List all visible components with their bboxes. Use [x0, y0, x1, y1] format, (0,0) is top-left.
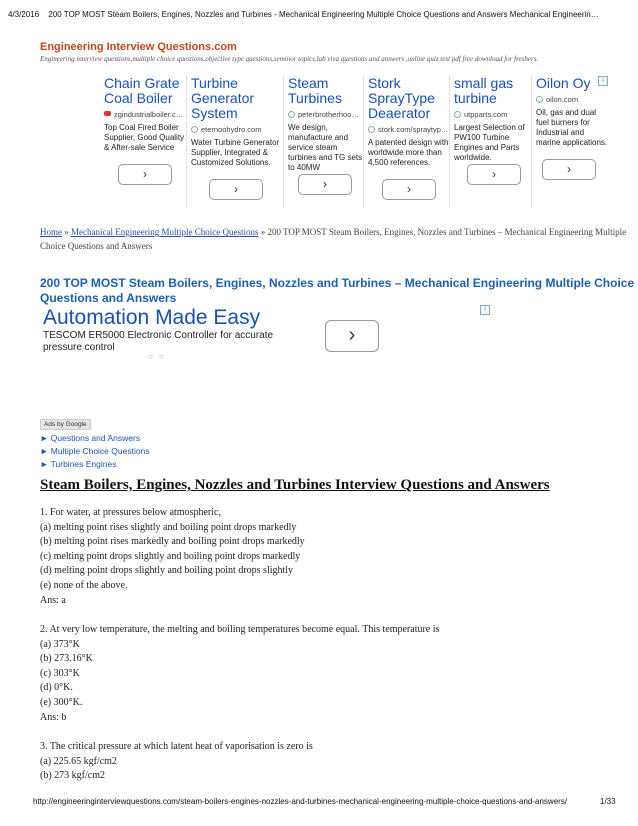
ad-card[interactable]: [284, 76, 364, 208]
answer-option: (d) 0°K.: [40, 682, 73, 694]
ad-title[interactable]: small gas turbine: [454, 76, 514, 106]
breadcrumb-home[interactable]: Home: [40, 227, 62, 237]
answer-option: (e) 300°K.: [40, 696, 83, 708]
arrow-right-icon: ►: [40, 446, 49, 456]
section-heading: Steam Boilers, Engines, Nozzles and Turbines Interview Questions and Answers: [40, 477, 550, 493]
ad-description: Oil, gas and dual fuel burners for Industrial and marine applications.: [536, 108, 608, 147]
breadcrumb-separator: »: [62, 227, 71, 237]
breadcrumb-category[interactable]: Mechanical Engineering Multiple Choice Questions: [71, 227, 259, 237]
mid-ad-description: TESCOM ER5000 Electronic Controller for accurate pressure control: [43, 330, 274, 353]
top-ad-unit: [100, 76, 610, 208]
answer-option: (c) melting point drops slightly and boiling point drops markedly: [40, 550, 301, 562]
ad-url-row: [536, 95, 610, 104]
answer-option: (e) none of the above.: [40, 579, 128, 591]
ad-description: Largest Selection of PW100 Turbine Engines and Parts worldwide.: [454, 123, 525, 162]
ad-description: We design, manufacture and service steam turbines and TG sets to 40MW: [288, 123, 363, 172]
answer-option: (d) melting point drops slightly and boiling point drops slightly: [40, 565, 294, 577]
arrow-right-icon: ►: [40, 459, 49, 469]
ad-link-item[interactable]: [40, 445, 150, 458]
ad-open-button[interactable]: ›: [298, 174, 352, 195]
print-page-number: 1/33: [600, 797, 616, 806]
breadcrumb: [40, 225, 638, 253]
ad-title[interactable]: Chain Grate Coal Boiler: [104, 76, 180, 106]
ad-choices-icon[interactable]: i: [480, 305, 490, 315]
mid-ad-open-button[interactable]: ›: [325, 320, 379, 352]
breadcrumb-separator: »: [258, 227, 268, 237]
ad-verified-icon: [368, 126, 375, 133]
ad-url: eternoohydro.com: [201, 125, 262, 134]
ad-url: peterbrotherhoo…: [298, 110, 359, 119]
ad-title[interactable]: Turbine Generator System: [191, 76, 255, 121]
answer-option: (c) 303°K: [40, 667, 80, 679]
ad-choices-icon[interactable]: i: [598, 76, 608, 86]
ad-url: stork.com/spraytyp…: [378, 125, 449, 134]
site-tagline: Engineering interview questions,multiple choice questions,objective type questions,seminor topics,lab viva questions and answers ,online quiz test pdf free download for freshers.: [40, 55, 539, 63]
question-text: 1. For water, at pressures below atmospheric,: [40, 507, 221, 518]
ad-card[interactable]: [100, 76, 187, 208]
site-title-link[interactable]: Engineering Interview Questions.com: [40, 41, 237, 53]
question-block: [40, 740, 630, 784]
ad-open-button[interactable]: ›: [542, 159, 596, 180]
ad-link-item[interactable]: [40, 458, 150, 471]
answer-key: Ans: b: [40, 711, 67, 723]
ad-description: Water Turbine Generator Supplier, Integrated & Customized Solutions.: [191, 138, 280, 167]
ad-url: oilon.com: [546, 95, 579, 104]
ad-url: zgindustrialboiler.c…: [114, 110, 184, 119]
answer-option: (b) melting point rises markedly and boiling point drops markedly: [40, 536, 305, 548]
ad-title[interactable]: Stork SprayType Deaerator: [368, 76, 435, 121]
ad-url-row: [454, 110, 531, 119]
ad-title[interactable]: Oilon Oy: [536, 76, 591, 91]
mid-ad-title[interactable]: Automation Made Easy: [43, 306, 261, 329]
ad-url-row: [288, 110, 363, 119]
print-footer-url: http://engineeringinterviewquestions.com/steam-boilers-engines-nozzles-and-turbines-mechanical-engineering-multiple-choice-questions-and-answers/: [33, 797, 568, 806]
arrow-right-icon: ►: [40, 433, 49, 443]
ad-link-text[interactable]: Turbines Engines: [50, 459, 117, 469]
question-text: 3. The critical pressure at which latent heat of vaporisation is zero is: [40, 741, 313, 752]
ad-card[interactable]: [450, 76, 532, 208]
ad-verified-icon: [191, 126, 198, 133]
ad-description: Top Coal Fired Boiler Supplier, Good Quality & After-sale Service: [104, 123, 185, 152]
answer-key: Ans: a: [40, 594, 66, 606]
ad-link-list: [40, 432, 150, 471]
article-title-line2: Questions and Answers: [40, 291, 177, 305]
answer-option: (b) 273.16°K: [40, 653, 93, 665]
answer-option: (b) 273 kgf/cm2: [40, 770, 105, 782]
print-doc-title: 200 TOP MOST Steam Boilers, Engines, Nozzles and Turbines - Mechanical Engineering Multiple Choice Questions and Answers Mechanical Engineerin…: [48, 10, 599, 19]
question-block: [40, 623, 630, 725]
ad-card[interactable]: [364, 76, 450, 208]
ad-description: A patented design with worldwide more than 4,500 references.: [368, 138, 449, 167]
ad-title[interactable]: Steam Turbines: [288, 76, 342, 106]
mid-ad-pager-dots[interactable]: ○○: [148, 352, 170, 361]
ad-open-button[interactable]: ›: [118, 164, 172, 185]
print-header: [8, 10, 630, 19]
ad-verified-icon: [536, 96, 543, 103]
answer-option: (a) 225.65 kgf/cm2: [40, 755, 117, 767]
print-date: 4/3/2016: [8, 10, 40, 19]
ad-link-item[interactable]: [40, 432, 150, 445]
ad-open-button[interactable]: ›: [382, 179, 436, 200]
ad-card[interactable]: [187, 76, 284, 208]
ads-by-google-badge[interactable]: Ads by Google: [40, 419, 91, 430]
ad-favicon-icon: [104, 111, 111, 116]
ad-url-row: [368, 125, 449, 134]
breadcrumb-current: 200 TOP MOST Steam Boilers, Engines, Nozzles and Turbines – Mechanical Engineering Multiple Choice Questions and Answers: [40, 227, 627, 251]
ad-link-text[interactable]: Questions and Answers: [50, 433, 141, 443]
ad-url-row: [191, 125, 283, 134]
ad-card[interactable]: [532, 76, 610, 208]
question-text: 2. At very low temperature, the melting and boiling temperatures become equal. This temperature is: [40, 624, 440, 635]
ad-url-row: [104, 110, 186, 119]
ad-url: utpparts.com: [464, 110, 508, 119]
ad-link-text[interactable]: Multiple Choice Questions: [50, 446, 150, 456]
article-title-line1: 200 TOP MOST Steam Boilers, Engines, Nozzles and Turbines – Mechanical Engineering Multiple Choice: [40, 276, 635, 290]
question-block: [40, 506, 630, 608]
answer-option: (a) 373°K: [40, 638, 80, 650]
ad-open-button[interactable]: ›: [209, 179, 263, 200]
answer-option: (a) melting point rises slightly and boiling point drops markedly: [40, 521, 297, 533]
ad-open-button[interactable]: ›: [467, 164, 521, 185]
ad-verified-icon: [454, 111, 461, 118]
ad-verified-icon: [288, 111, 295, 118]
